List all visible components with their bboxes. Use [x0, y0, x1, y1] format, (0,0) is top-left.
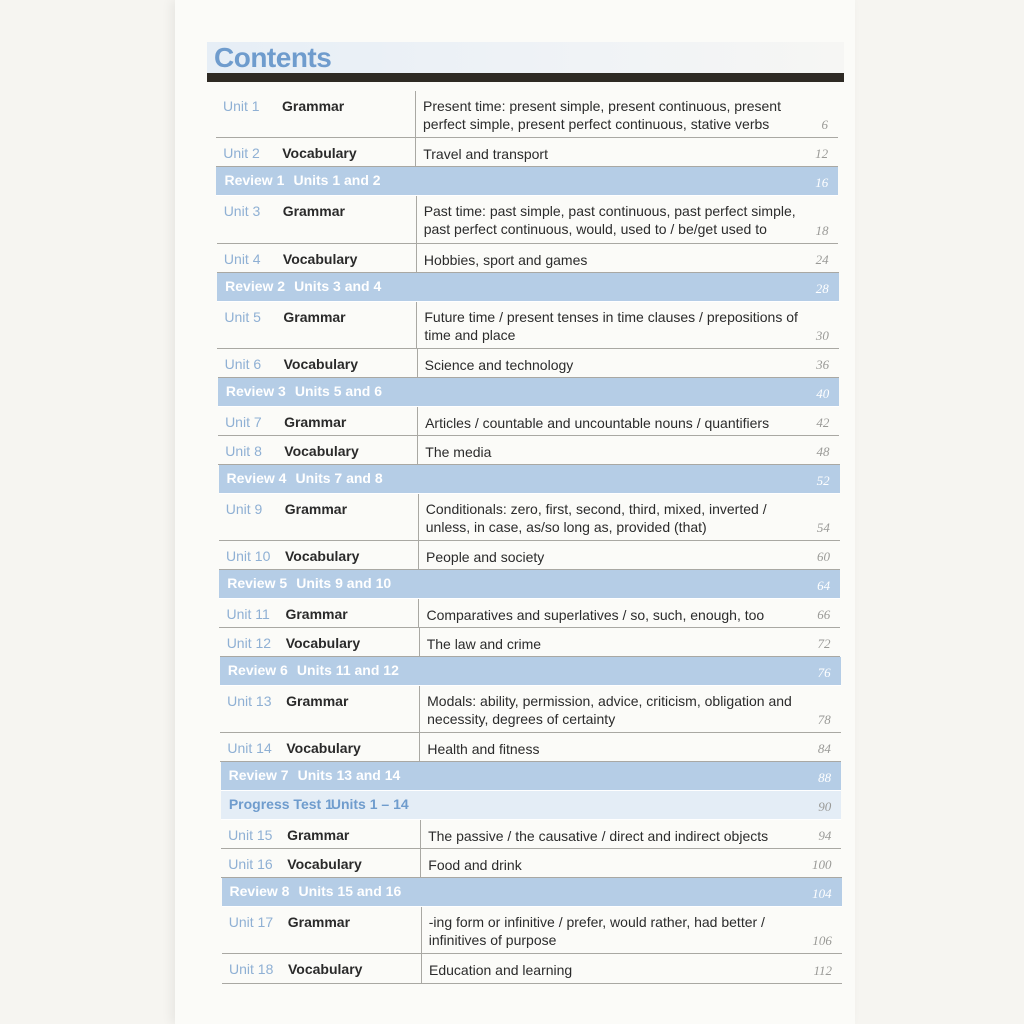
band-label: Progress Test 1 [228, 796, 333, 812]
page-number: 6 [821, 117, 828, 132]
page-number: 28 [815, 281, 829, 296]
unit-description: -ing form or infinitive / prefer, would rather, had better / infinitives of purpose [428, 914, 765, 948]
section-type: Grammar [282, 203, 345, 219]
band-units: Units 7 and 8 [295, 470, 383, 486]
page-number: 64 [817, 578, 831, 593]
unit-number: Unit 12 [226, 635, 272, 651]
page-number: 40 [816, 386, 830, 401]
unit-description: Modals: ability, permission, advice, criticism, obligation and necessity, degrees of certainty [427, 693, 792, 727]
unit-description: People and society [426, 549, 545, 565]
page-number: 104 [812, 886, 832, 901]
band-units: Units 9 and 10 [296, 575, 392, 591]
band-label: Review 4 [226, 470, 287, 486]
toc-row [220, 628, 841, 657]
unit-number: Unit 7 [225, 414, 262, 430]
page-title: Contents [214, 42, 332, 73]
column-divider [416, 302, 417, 349]
section-type: Vocabulary [282, 251, 358, 267]
unit-description: The passive / the causative / direct and indirect objects [428, 828, 769, 844]
toc-row [218, 407, 839, 436]
toc-row [220, 733, 841, 762]
review-band [216, 167, 838, 196]
unit-description: Present time: present simple, present continuous, present perfect simple, present perfect continuous, stative verbs [423, 98, 781, 132]
unit-number: Unit 2 [223, 145, 260, 161]
column-divider [418, 541, 419, 570]
band-units: Units 5 and 6 [294, 383, 382, 399]
band-units: Units 13 and 14 [297, 767, 401, 783]
toc-row [216, 91, 838, 138]
column-divider [417, 349, 418, 378]
review-band [221, 762, 841, 791]
unit-description: The law and crime [426, 636, 542, 652]
page-number: 112 [813, 963, 832, 978]
column-divider [421, 907, 422, 954]
section-type: Vocabulary [285, 635, 361, 651]
page-number: 66 [817, 607, 831, 622]
column-divider [415, 91, 416, 138]
toc-row [221, 820, 841, 849]
page-number: 106 [812, 933, 832, 948]
section-type: Grammar [284, 414, 347, 430]
section-type: Vocabulary [285, 548, 360, 564]
unit-description: Past time: past simple, past continuous, past perfect simple, past perfect continuous, would, used to / be/get used to [423, 203, 796, 237]
toc-row [216, 138, 838, 167]
toc-row [222, 954, 842, 984]
section-type: Grammar [284, 501, 348, 517]
column-divider [416, 244, 417, 273]
column-divider [415, 138, 416, 167]
section-type: Vocabulary [288, 961, 363, 977]
column-divider [417, 407, 418, 436]
section-type: Vocabulary [286, 740, 361, 756]
unit-number: Unit 11 [226, 606, 270, 622]
unit-description: Travel and transport [423, 146, 548, 162]
page-number: 30 [815, 328, 829, 343]
unit-number: Unit 17 [228, 914, 274, 930]
column-divider [421, 954, 422, 984]
unit-description: Comparatives and superlatives / so, such, enough, too [426, 607, 765, 623]
column-divider [419, 628, 420, 657]
unit-description: Health and fitness [427, 741, 540, 757]
unit-number: Unit 6 [224, 356, 262, 372]
section-type: Grammar [286, 693, 349, 709]
band-label: Review 6 [227, 662, 288, 678]
unit-description: Science and technology [424, 357, 574, 373]
review-band [220, 657, 841, 686]
page-number: 42 [816, 415, 830, 430]
band-label: Review 7 [228, 767, 289, 783]
toc-row [217, 196, 839, 244]
unit-description: Education and learning [429, 962, 573, 978]
column-divider [417, 436, 418, 465]
review-band [219, 570, 840, 599]
unit-number: Unit 5 [224, 309, 261, 325]
band-units: Units 1 and 2 [293, 172, 381, 188]
unit-number: Unit 9 [225, 501, 263, 517]
column-divider [418, 494, 419, 541]
page-number: 24 [815, 252, 829, 267]
toc-row [219, 599, 840, 628]
page-number: 18 [815, 223, 829, 238]
progress-test-band [221, 791, 841, 820]
unit-number: Unit 10 [226, 548, 271, 564]
page-number: 16 [815, 175, 829, 190]
unit-description: Future time / present tenses in time clauses / prepositions of time and place [424, 309, 798, 343]
page-number: 76 [817, 665, 831, 680]
page-number: 48 [816, 444, 830, 459]
unit-description: Articles / countable and uncountable nouns / quantifiers [425, 415, 770, 431]
unit-number: Unit 1 [223, 98, 260, 114]
unit-number: Unit 18 [229, 961, 274, 977]
page-number: 52 [816, 473, 830, 488]
section-type: Grammar [287, 827, 350, 843]
unit-number: Unit 14 [227, 740, 272, 756]
unit-description: Conditionals: zero, first, second, third, mixed, inverted / unless, in case, as/so long as, provided (that) [425, 501, 767, 535]
unit-description: Hobbies, sport and games [423, 252, 588, 268]
page-number: 54 [816, 520, 830, 535]
review-band [222, 878, 842, 907]
toc-row [218, 349, 839, 378]
unit-number: Unit 4 [223, 251, 261, 267]
column-divider [419, 733, 420, 762]
band-label: Review 5 [227, 575, 288, 591]
section-type: Vocabulary [287, 856, 362, 872]
band-units: Units 3 and 4 [294, 278, 382, 294]
section-type: Vocabulary [282, 145, 357, 161]
toc-row [221, 849, 841, 878]
section-type: Grammar [282, 98, 345, 114]
page-number: 94 [818, 828, 832, 843]
column-divider [420, 820, 421, 849]
review-band [219, 465, 840, 494]
unit-description: The media [425, 444, 492, 460]
column-divider [418, 599, 419, 628]
column-divider [416, 196, 417, 244]
toc-row [217, 244, 839, 273]
page-number: 88 [818, 770, 832, 785]
column-divider [419, 686, 420, 733]
band-units: Units 1 – 14 [330, 796, 409, 812]
review-band [218, 378, 839, 407]
band-units: Units 11 and 12 [296, 662, 399, 678]
section-type: Vocabulary [283, 356, 359, 372]
page-number: 100 [812, 857, 832, 872]
page-number: 78 [817, 712, 831, 727]
section-type: Grammar [283, 309, 346, 325]
section-type: Grammar [285, 606, 348, 622]
band-label: Review 2 [225, 278, 286, 294]
section-type: Vocabulary [284, 443, 359, 459]
unit-number: Unit 13 [227, 693, 272, 709]
toc-row [217, 302, 839, 349]
band-label: Review 1 [224, 172, 285, 188]
toc-row [219, 541, 840, 570]
toc-row [219, 494, 840, 541]
band-label: Review 3 [225, 383, 286, 399]
unit-number: Unit 15 [228, 827, 273, 843]
column-divider [420, 849, 421, 878]
page-number: 72 [817, 636, 831, 651]
unit-number: Unit 16 [228, 856, 273, 872]
page-number: 36 [816, 357, 830, 372]
section-type: Grammar [287, 914, 351, 930]
page-number: 84 [817, 741, 831, 756]
unit-number: Unit 3 [223, 203, 261, 219]
page-number: 90 [818, 799, 832, 814]
toc-row [222, 907, 842, 954]
review-band [217, 273, 839, 302]
unit-number: Unit 8 [225, 443, 262, 459]
band-label: Review 8 [229, 883, 290, 899]
unit-description: Food and drink [428, 857, 522, 873]
page-number: 12 [815, 146, 829, 161]
band-units: Units 15 and 16 [298, 883, 402, 899]
toc-row [220, 686, 841, 733]
toc-row [218, 436, 839, 465]
page-number: 60 [817, 549, 830, 564]
